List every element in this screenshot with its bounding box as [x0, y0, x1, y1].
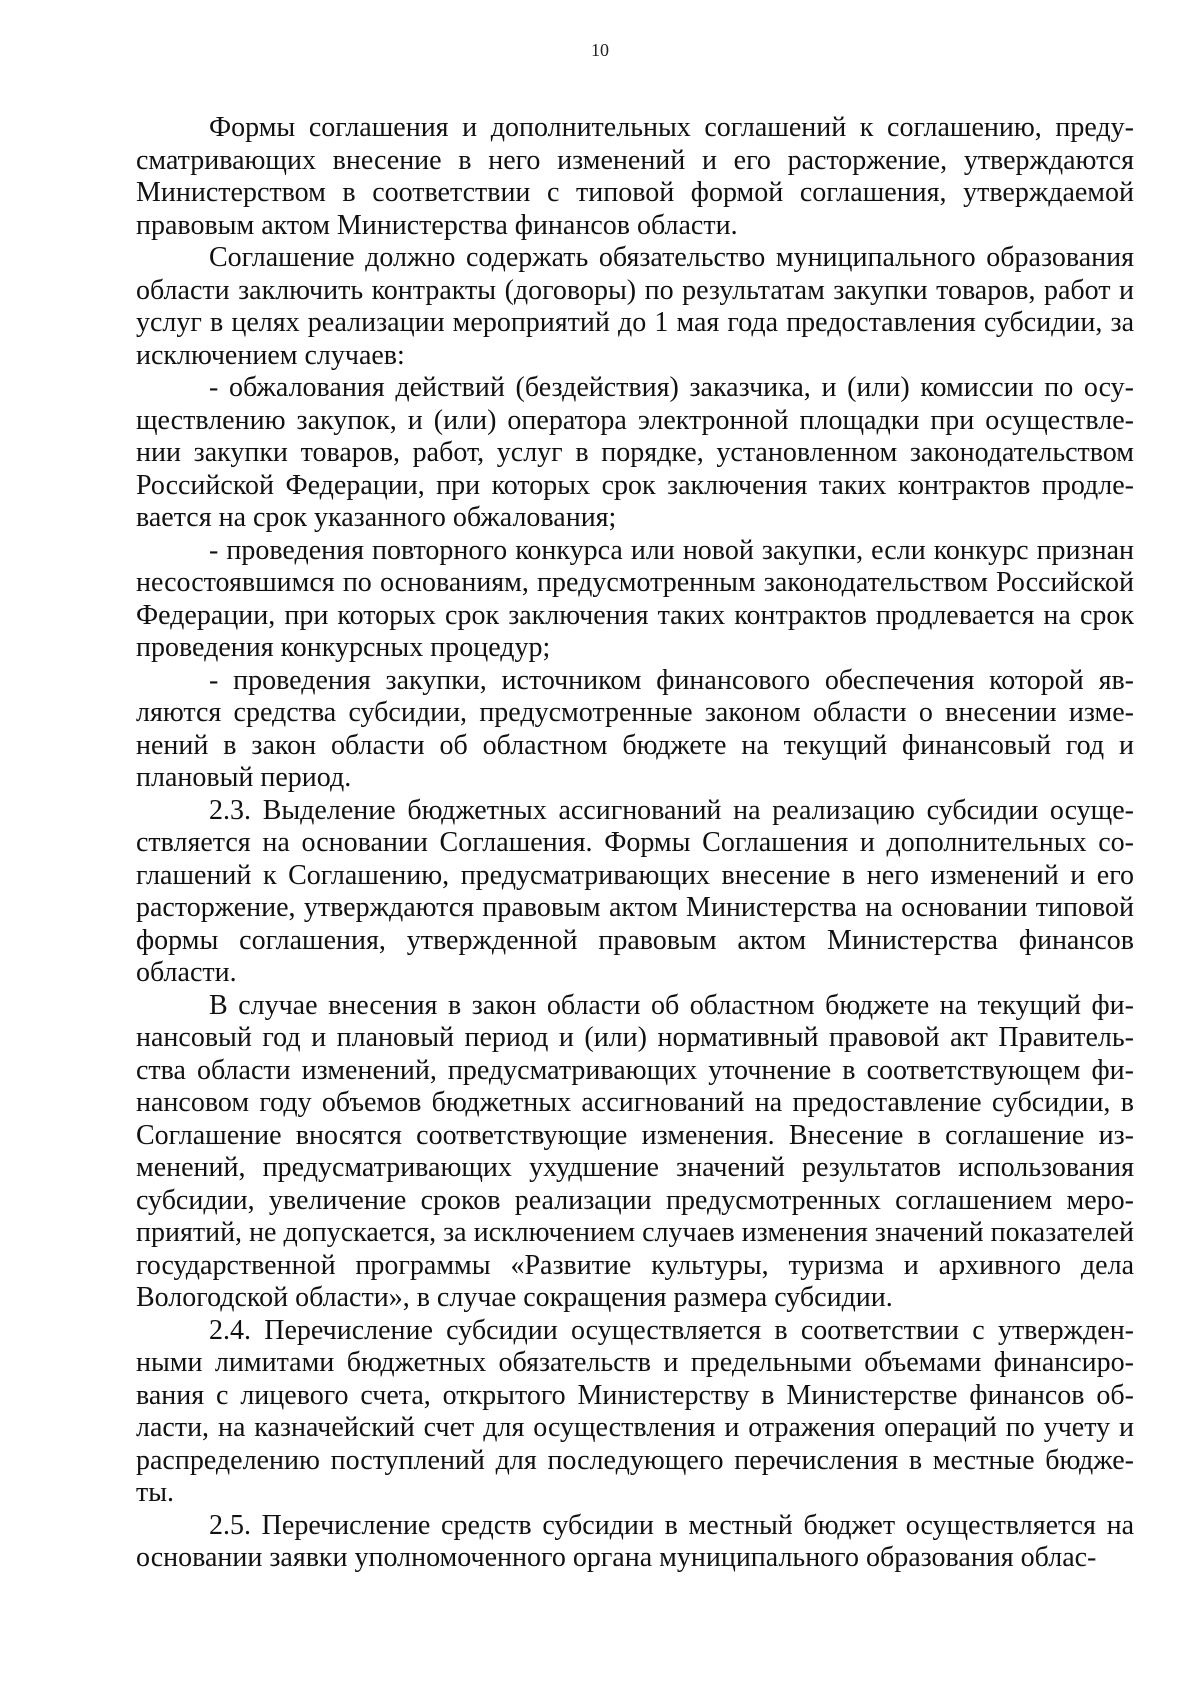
paragraph-budget-changes: В случае внесения в закон области об областном бюджете на текущий финансовый год и плановый период и (или) нормативный правовой акт Правительства области изменений, предусматривающих уточнение в соответствующем финансовом году объемов бюджетных ассигнований на предоставление субсидии, в Соглашение вносятся соответствующие изменения. Внесение в соглашение изменений, предусматривающих ухудшение значений результатов использования субсидии, увеличение сроков реализации предусмотренных соглашением мероприятий, не допускается, за исключением случаев изменения значений показателей государственной программы «Развитие культуры, туризма и архивного дела Вологодской области», в случае сокращения размера субсидии.	[136, 989, 1134, 1313]
paragraph-section-2-3: 2.3. Выделение бюджетных ассигнований на реализацию субсидии осуществляется на основании Соглашения. Формы Соглашения и дополнительных соглашений к Соглашению, предусматривающих внесение в него изменений и его расторжение, утверждаются правовым актом Министерства на основании типовой формы соглашения, утвержденной правовым актом Министерства финансов области.	[136, 794, 1134, 988]
paragraph-agreement-obligation: Соглашение должно содержать обязательство муниципального образования области заключить контракты (договоры) по результатам закупки товаров, работ и услуг в целях реализации мероприятий до 1 мая года предоставления субсидии, за исключением случаев:	[136, 242, 1134, 371]
page-number: 10	[591, 40, 609, 60]
document-body	[136, 112, 1134, 1575]
paragraph-agreement-forms: Формы соглашения и дополнительных соглашений к соглашению, предусматривающих внесение в него изменений и его расторжение, утверждаются Министерством в соответствии с типовой формой соглашения, утверждаемой правовым актом Министерства финансов области.	[136, 112, 1134, 241]
paragraph-exception-repeat-tender: - проведения повторного конкурса или новой закупки, если конкурс признан несостоявшимся по основаниям, предусмотренным законодательством Российской Федерации, при которых срок заключения таких контрактов продлевается на срок проведения конкурсных процедур;	[136, 534, 1134, 663]
paragraph-section-2-5: 2.5. Перечисление средств субсидии в местный бюджет осуществляется на основании заявки уполномоченного органа муниципального образования облас-	[136, 1509, 1134, 1573]
paragraph-exception-procurement: - проведения закупки, источником финансового обеспечения которой являются средства субсидии, предусмотренные законом области о внесении изменений в закон области об областном бюджете на текущий финансовый год и плановый период.	[136, 664, 1134, 793]
paragraph-section-2-4: 2.4. Перечисление субсидии осуществляется в соответствии с утвержденными лимитами бюджетных обязательств и предельными объемами финансирования с лицевого счета, открытого Министерству в Министерстве финансов области, на казначейский счет для осуществления и отражения операций по учету и распределению поступлений для последующего перечисления в местные бюджеты.	[136, 1314, 1134, 1508]
paragraph-exception-appeal: - обжалования действий (бездействия) заказчика, и (или) комиссии по осуществлению закупок, и (или) оператора электронной площадки при осуществлении закупки товаров, работ, услуг в порядке, установленном законодательством Российской Федерации, при которых срок заключения таких контрактов продлевается на срок указанного обжалования;	[136, 372, 1134, 533]
